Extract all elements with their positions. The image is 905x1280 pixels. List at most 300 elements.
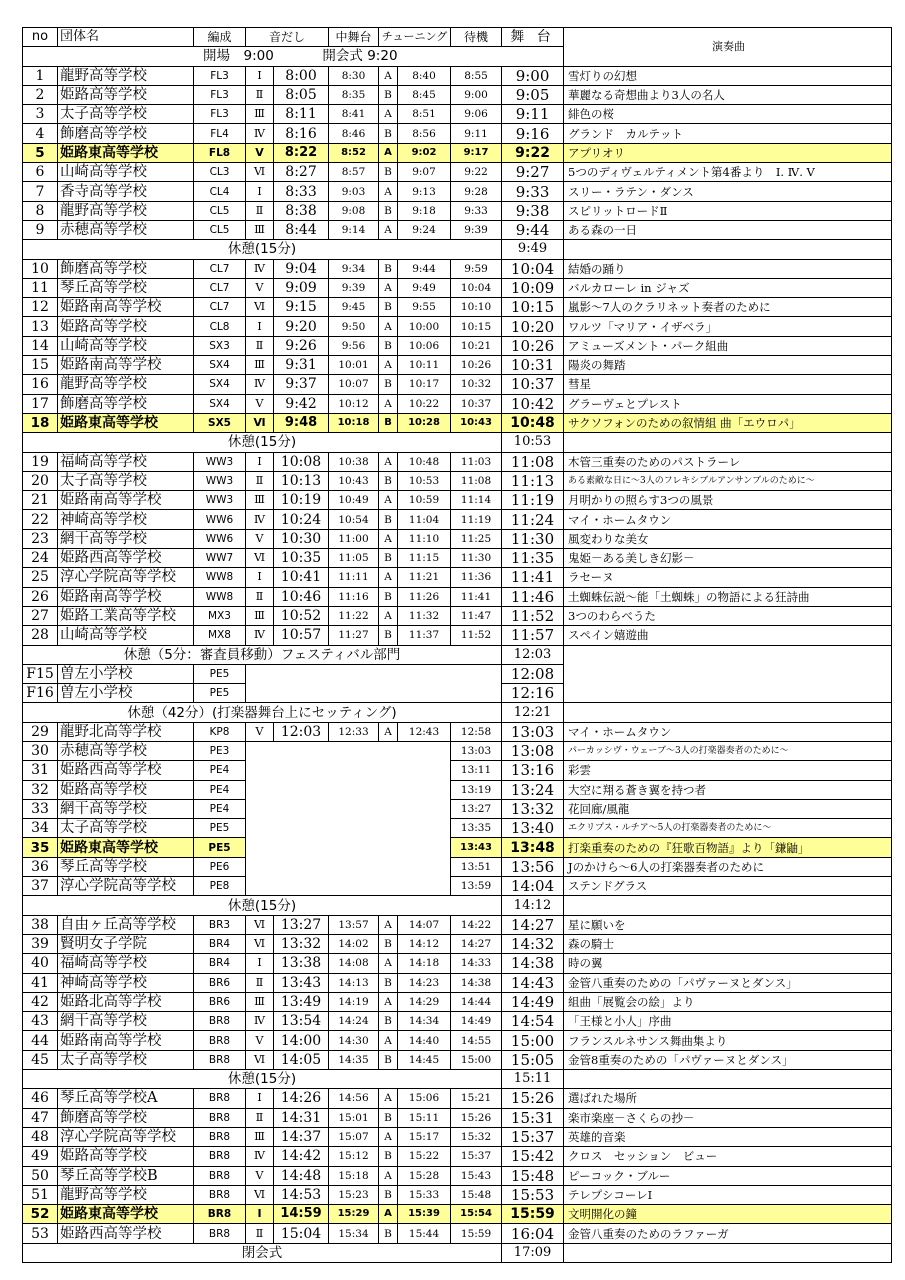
table-row — [23, 819, 892, 838]
oto-time: 9:48 — [274, 413, 329, 432]
group-numeral: Ⅴ — [246, 143, 274, 162]
oto-time: 13:38 — [274, 954, 329, 973]
table-row — [23, 1089, 892, 1108]
tuning-time: 15:28 — [398, 1166, 451, 1185]
taiki-time: 15:54 — [451, 1205, 502, 1224]
row-number: 32 — [23, 780, 58, 799]
taiki-time: 12:58 — [451, 722, 502, 741]
tuning-time: 10:28 — [398, 413, 451, 432]
schedule-body — [23, 28, 892, 1263]
school-name: 飾磨高等学校 — [58, 1108, 194, 1127]
oto-time: 8:00 — [274, 66, 329, 85]
table-row — [23, 298, 892, 317]
group-numeral: Ⅵ — [246, 163, 274, 182]
table-row — [23, 568, 892, 587]
naka-time: 14:30 — [329, 1031, 379, 1050]
row-number: 19 — [23, 452, 58, 471]
school-name: 姫路西高等学校 — [58, 761, 194, 780]
tuning-time: 15:33 — [398, 1185, 451, 1204]
stage-time: 13:16 — [502, 761, 564, 780]
stage-time: 11:52 — [502, 606, 564, 625]
stage-time: 9:16 — [502, 124, 564, 143]
tuning-time: 12:43 — [398, 722, 451, 741]
taiki-time: 13:11 — [451, 761, 502, 780]
piece-blank — [564, 896, 892, 915]
piece-title: 金管8重奏のための「パヴァーヌとダンス」 — [564, 1050, 892, 1069]
school-name: 淳心学院高等学校 — [58, 1127, 194, 1146]
school-name: 網干高等学校 — [58, 1012, 194, 1031]
piece-title: 土蜘蛛伝説～能「土蜘蛛」の物語による狂詩曲 — [564, 587, 892, 606]
tuning-time: 8:40 — [398, 66, 451, 85]
tuning-room: A — [379, 452, 398, 471]
oto-time: 14:48 — [274, 1166, 329, 1185]
oto-time: 14:53 — [274, 1185, 329, 1204]
break-row — [23, 1070, 892, 1089]
tuning-time: 15:22 — [398, 1147, 451, 1166]
schedule-table — [22, 27, 892, 1263]
piece-title: 結婚の踊り — [564, 259, 892, 278]
taiki-time: 13:19 — [451, 780, 502, 799]
piece-title: 星に願いを — [564, 915, 892, 934]
group-numeral: Ⅵ — [246, 413, 274, 432]
naka-time: 11:16 — [329, 587, 379, 606]
opening-ceremony: 開会式 9:20 — [322, 48, 398, 65]
format-code: BR3 — [194, 915, 246, 934]
school-name: 神崎高等学校 — [58, 510, 194, 529]
table-row — [23, 394, 892, 413]
row-number: 43 — [23, 1012, 58, 1031]
group-numeral: Ⅰ — [246, 182, 274, 201]
school-name: 福崎高等学校 — [58, 954, 194, 973]
break-label: 休憩(15分) — [23, 240, 502, 259]
stage-time: 10:20 — [502, 317, 564, 336]
naka-time: 15:07 — [329, 1127, 379, 1146]
stage-time: 9:22 — [502, 143, 564, 162]
table-row — [23, 992, 892, 1011]
school-name: 龍野高等学校 — [58, 66, 194, 85]
format-code: CL5 — [194, 201, 246, 220]
tuning-room: B — [379, 1012, 398, 1031]
tuning-room: A — [379, 568, 398, 587]
taiki-time: 15:00 — [451, 1050, 502, 1069]
row-number: 25 — [23, 568, 58, 587]
format-code: BR8 — [194, 1205, 246, 1224]
table-row — [23, 124, 892, 143]
table-row — [23, 934, 892, 953]
row-number: 28 — [23, 626, 58, 645]
row-number: 30 — [23, 741, 58, 760]
tuning-room: A — [379, 954, 398, 973]
naka-time: 15:29 — [329, 1205, 379, 1224]
oto-time: 9:42 — [274, 394, 329, 413]
blank-cells — [246, 838, 451, 857]
group-numeral: Ⅴ — [246, 1166, 274, 1185]
tuning-room: A — [379, 1089, 398, 1108]
school-name: 山崎高等学校 — [58, 626, 194, 645]
tuning-room: B — [379, 413, 398, 432]
group-numeral: Ⅲ — [246, 220, 274, 239]
naka-time: 10:43 — [329, 471, 379, 490]
tuning-time: 14:23 — [398, 973, 451, 992]
tuning-room: A — [379, 1166, 398, 1185]
naka-time: 15:12 — [329, 1147, 379, 1166]
naka-time: 9:34 — [329, 259, 379, 278]
oto-time: 10:30 — [274, 529, 329, 548]
tuning-room: B — [379, 626, 398, 645]
table-row — [23, 606, 892, 625]
group-numeral: Ⅰ — [246, 568, 274, 587]
piece-blank — [564, 664, 892, 683]
naka-time: 13:57 — [329, 915, 379, 934]
tuning-room: A — [379, 992, 398, 1011]
group-numeral: Ⅴ — [246, 529, 274, 548]
piece-title: 「王様と小人」序曲 — [564, 1012, 892, 1031]
tuning-time: 15:39 — [398, 1205, 451, 1224]
school-name: 姫路高等学校 — [58, 1147, 194, 1166]
table-row — [23, 1205, 892, 1224]
school-name: 龍野高等学校 — [58, 1185, 194, 1204]
taiki-time: 11:25 — [451, 529, 502, 548]
taiki-time: 11:41 — [451, 587, 502, 606]
school-name: 龍野北高等学校 — [58, 722, 194, 741]
format-code: PE4 — [194, 780, 246, 799]
format-code: CL7 — [194, 259, 246, 278]
taiki-time: 10:10 — [451, 298, 502, 317]
piece-title: マイ・ホームタウン — [564, 510, 892, 529]
stage-time: 11:08 — [502, 452, 564, 471]
row-number: 50 — [23, 1166, 58, 1185]
format-code: FL3 — [194, 85, 246, 104]
group-numeral: Ⅱ — [246, 471, 274, 490]
school-name: 赤穂高等学校 — [58, 220, 194, 239]
piece-title: 大空に翔る蒼き翼を持つ者 — [564, 780, 892, 799]
taiki-time: 13:59 — [451, 877, 502, 896]
header-row — [23, 28, 892, 47]
tuning-time: 9:49 — [398, 278, 451, 297]
stage-time: 13:24 — [502, 780, 564, 799]
naka-time: 9:50 — [329, 317, 379, 336]
piece-title: 組曲「展覧会の絵」より — [564, 992, 892, 1011]
group-numeral: Ⅰ — [246, 1205, 274, 1224]
oto-time: 10:24 — [274, 510, 329, 529]
taiki-time: 13:27 — [451, 799, 502, 818]
taiki-time: 9:17 — [451, 143, 502, 162]
school-name: 姫路高等学校 — [58, 317, 194, 336]
tuning-room: B — [379, 259, 398, 278]
naka-time: 14:13 — [329, 973, 379, 992]
oto-time: 8:27 — [274, 163, 329, 182]
oto-time: 10:19 — [274, 491, 329, 510]
header-taiki: 待機 — [451, 28, 502, 47]
table-row — [23, 1050, 892, 1069]
group-numeral: Ⅵ — [246, 1050, 274, 1069]
tuning-room: B — [379, 1147, 398, 1166]
break-time: 15:11 — [502, 1070, 564, 1089]
taiki-time: 11:36 — [451, 568, 502, 587]
format-code: SX4 — [194, 394, 246, 413]
tuning-room: A — [379, 529, 398, 548]
blank-cells — [246, 684, 502, 703]
school-name: 姫路東高等学校 — [58, 143, 194, 162]
header-tuning: チューニング — [379, 28, 451, 47]
stage-time: 9:33 — [502, 182, 564, 201]
piece-title: 彗星 — [564, 375, 892, 394]
taiki-time: 9:00 — [451, 85, 502, 104]
table-row — [23, 336, 892, 355]
format-code: WW3 — [194, 491, 246, 510]
format-code: BR4 — [194, 934, 246, 953]
stage-time: 9:27 — [502, 163, 564, 182]
tuning-room: B — [379, 1050, 398, 1069]
table-row — [23, 375, 892, 394]
piece-title: サクソフォンのための叙情組 曲「エウロパ」 — [564, 413, 892, 432]
tuning-time: 14:34 — [398, 1012, 451, 1031]
row-number: 41 — [23, 973, 58, 992]
stage-time: 13:03 — [502, 722, 564, 741]
taiki-time: 14:27 — [451, 934, 502, 953]
table-row — [23, 1147, 892, 1166]
group-numeral: Ⅱ — [246, 201, 274, 220]
stage-time: 13:32 — [502, 799, 564, 818]
stage-time: 11:41 — [502, 568, 564, 587]
row-number: 38 — [23, 915, 58, 934]
break-label: 休憩(15分) — [23, 896, 502, 915]
group-numeral: Ⅰ — [246, 452, 274, 471]
break-row — [23, 703, 892, 722]
break-time: 14:12 — [502, 896, 564, 915]
oto-time: 8:33 — [274, 182, 329, 201]
oto-time: 8:44 — [274, 220, 329, 239]
oto-time: 10:41 — [274, 568, 329, 587]
tuning-time: 15:06 — [398, 1089, 451, 1108]
format-code: WW3 — [194, 452, 246, 471]
row-number: F15 — [23, 664, 58, 683]
naka-time: 8:52 — [329, 143, 379, 162]
break-time: 9:49 — [502, 240, 564, 259]
naka-time: 15:34 — [329, 1224, 379, 1243]
row-number: 45 — [23, 1050, 58, 1069]
school-name: 姫路東高等学校 — [58, 413, 194, 432]
piece-title: 森の騎士 — [564, 934, 892, 953]
schedule-sheet — [22, 27, 892, 1263]
naka-time: 14:08 — [329, 954, 379, 973]
blank-cells — [246, 741, 451, 760]
stage-time: 9:00 — [502, 66, 564, 85]
piece-title: 木管三重奏のためのパストラーレ — [564, 452, 892, 471]
table-row — [23, 1127, 892, 1146]
stage-time: 10:09 — [502, 278, 564, 297]
row-number: 52 — [23, 1205, 58, 1224]
oto-time: 13:32 — [274, 934, 329, 953]
piece-title: アミューズメント・パーク組曲 — [564, 336, 892, 355]
piece-title: ある素敵な日に～3人のフレキシブルアンサンブルのために～ — [564, 471, 892, 490]
table-row — [23, 510, 892, 529]
group-numeral: Ⅵ — [246, 298, 274, 317]
stage-time: 13:48 — [502, 838, 564, 857]
header-oto: 音だし — [246, 28, 329, 47]
piece-title: 華麗なる奇想曲より3人の名人 — [564, 85, 892, 104]
taiki-time: 9:28 — [451, 182, 502, 201]
row-number: 20 — [23, 471, 58, 490]
school-name: 姫路南高等学校 — [58, 491, 194, 510]
oto-time: 14:00 — [274, 1031, 329, 1050]
school-name: 山崎高等学校 — [58, 163, 194, 182]
format-code: BR8 — [194, 1050, 246, 1069]
school-name: 太子高等学校 — [58, 819, 194, 838]
naka-time: 10:54 — [329, 510, 379, 529]
school-name: 姫路高等学校 — [58, 85, 194, 104]
naka-time: 14:35 — [329, 1050, 379, 1069]
taiki-time: 13:43 — [451, 838, 502, 857]
piece-title: 鬼姫－ある美しき幻影－ — [564, 549, 892, 568]
table-row — [23, 761, 892, 780]
format-code: BR8 — [194, 1012, 246, 1031]
table-row — [23, 549, 892, 568]
taiki-time: 15:59 — [451, 1224, 502, 1243]
row-number: 37 — [23, 877, 58, 896]
school-name: 姫路南高等学校 — [58, 1031, 194, 1050]
table-row — [23, 799, 892, 818]
group-numeral: Ⅴ — [246, 278, 274, 297]
row-number: 39 — [23, 934, 58, 953]
piece-title: 文明開化の鐘 — [564, 1205, 892, 1224]
tuning-room: A — [379, 1205, 398, 1224]
school-name: 飾磨高等学校 — [58, 394, 194, 413]
break-label: 休憩(15分) — [23, 1070, 502, 1089]
oto-time: 9:20 — [274, 317, 329, 336]
format-code: PE4 — [194, 761, 246, 780]
naka-time: 10:49 — [329, 491, 379, 510]
table-row — [23, 143, 892, 162]
school-name: 姫路西高等学校 — [58, 1224, 194, 1243]
naka-time: 9:14 — [329, 220, 379, 239]
group-numeral: Ⅵ — [246, 915, 274, 934]
taiki-time: 15:21 — [451, 1089, 502, 1108]
row-number: 35 — [23, 838, 58, 857]
school-name: 飾磨高等学校 — [58, 124, 194, 143]
tuning-room: A — [379, 66, 398, 85]
table-row — [23, 587, 892, 606]
format-code: CL7 — [194, 298, 246, 317]
school-name: 淳心学院高等学校 — [58, 568, 194, 587]
row-number: 11 — [23, 278, 58, 297]
stage-time: 10:26 — [502, 336, 564, 355]
format-code: PE8 — [194, 877, 246, 896]
tuning-room: B — [379, 336, 398, 355]
row-number: 16 — [23, 375, 58, 394]
naka-time: 14:19 — [329, 992, 379, 1011]
taiki-time: 11:03 — [451, 452, 502, 471]
piece-blank — [564, 645, 892, 664]
opening-text: 開場 9:00 — [203, 48, 274, 65]
taiki-time: 10:04 — [451, 278, 502, 297]
header-piece: 演奏曲 — [564, 28, 892, 67]
school-name: 琴丘高等学校B — [58, 1166, 194, 1185]
naka-time: 15:23 — [329, 1185, 379, 1204]
group-numeral: Ⅵ — [246, 549, 274, 568]
tuning-room: B — [379, 163, 398, 182]
row-number: 47 — [23, 1108, 58, 1127]
tuning-time: 10:48 — [398, 452, 451, 471]
row-number: 26 — [23, 587, 58, 606]
format-code: SX4 — [194, 375, 246, 394]
group-numeral: Ⅳ — [246, 1012, 274, 1031]
group-numeral: Ⅳ — [246, 375, 274, 394]
group-numeral: Ⅰ — [246, 317, 274, 336]
tuning-room: B — [379, 1224, 398, 1243]
piece-title: 緋色の桜 — [564, 105, 892, 124]
format-code: KP8 — [194, 722, 246, 741]
school-name: 太子高等学校 — [58, 105, 194, 124]
format-code: WW6 — [194, 510, 246, 529]
school-name: 賢明女子学院 — [58, 934, 194, 953]
piece-title: ラセーヌ — [564, 568, 892, 587]
school-name: 姫路東高等学校 — [58, 838, 194, 857]
taiki-time: 10:32 — [451, 375, 502, 394]
row-number: 46 — [23, 1089, 58, 1108]
oto-time: 14:05 — [274, 1050, 329, 1069]
table-row — [23, 278, 892, 297]
piece-title: 金管八重奏のためのラファーガ — [564, 1224, 892, 1243]
piece-title: バルカローレ in ジャズ — [564, 278, 892, 297]
stage-time: 15:26 — [502, 1089, 564, 1108]
tuning-time: 11:37 — [398, 626, 451, 645]
table-row — [23, 220, 892, 239]
oto-time: 14:31 — [274, 1108, 329, 1127]
piece-title: 彩雲 — [564, 761, 892, 780]
table-row — [23, 471, 892, 490]
piece-blank — [564, 240, 892, 259]
group-numeral: Ⅱ — [246, 336, 274, 355]
table-row — [23, 1031, 892, 1050]
row-number: 29 — [23, 722, 58, 741]
tuning-time: 15:11 — [398, 1108, 451, 1127]
blank-cells — [246, 819, 451, 838]
taiki-time: 10:26 — [451, 356, 502, 375]
tuning-room: B — [379, 549, 398, 568]
group-numeral: Ⅲ — [246, 356, 274, 375]
format-code: PE4 — [194, 799, 246, 818]
format-code: CL5 — [194, 220, 246, 239]
tuning-time: 15:44 — [398, 1224, 451, 1243]
format-code: BR8 — [194, 1089, 246, 1108]
tuning-time: 11:15 — [398, 549, 451, 568]
format-code: BR8 — [194, 1166, 246, 1185]
oto-time: 13:49 — [274, 992, 329, 1011]
naka-time: 10:07 — [329, 375, 379, 394]
tuning-time: 9:55 — [398, 298, 451, 317]
row-number: 22 — [23, 510, 58, 529]
piece-title: ピーコック・ブルー — [564, 1166, 892, 1185]
piece-title: 選ばれた場所 — [564, 1089, 892, 1108]
piece-title: クロス セッション ビュー — [564, 1147, 892, 1166]
piece-blank — [564, 1243, 892, 1262]
blank-cells — [246, 780, 451, 799]
tuning-time: 9:13 — [398, 182, 451, 201]
tuning-room: A — [379, 105, 398, 124]
row-number: 34 — [23, 819, 58, 838]
tuning-time: 11:10 — [398, 529, 451, 548]
taiki-time: 11:52 — [451, 626, 502, 645]
tuning-time: 11:21 — [398, 568, 451, 587]
school-name: 福崎高等学校 — [58, 452, 194, 471]
school-name: 姫路工業高等学校 — [58, 606, 194, 625]
table-row — [23, 491, 892, 510]
row-number: 2 — [23, 85, 58, 104]
break-row — [23, 896, 892, 915]
oto-time: 8:11 — [274, 105, 329, 124]
table-row — [23, 105, 892, 124]
